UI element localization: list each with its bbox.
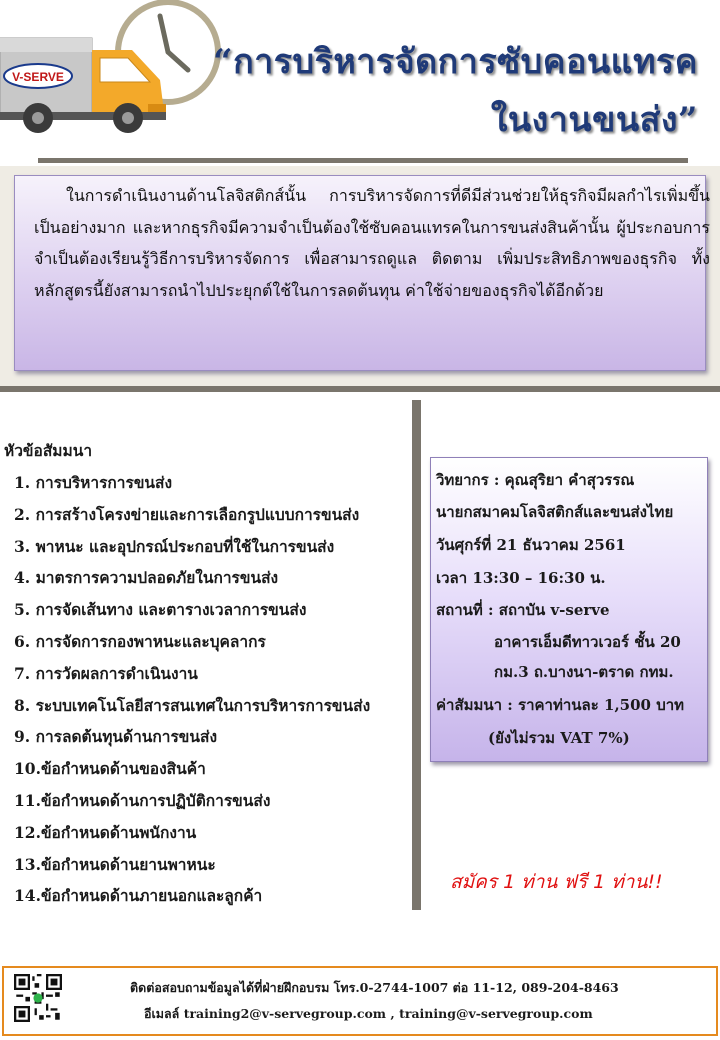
section-divider <box>0 386 720 392</box>
topic-item: 4. มาตรการความปลอดภัยในการขนส่ง <box>14 568 279 588</box>
topic-item: 13.ข้อกำหนดด้านยานพาหนะ <box>14 854 216 874</box>
venue-building: อาคารเอ็มดีทาวเวอร์ ชั้น 20 <box>494 633 681 651</box>
topic-item: 9. การลดต้นทุนด้านการขนส่ง <box>14 727 218 747</box>
topic-item: 10.ข้อกำหนดด้านของสินค้า <box>14 759 206 779</box>
topic-item: 1. การบริหารการขนส่ง <box>14 473 173 492</box>
truck-icon <box>0 0 230 140</box>
promo-text: สมัคร 1 ท่าน ฟรี 1 ท่าน!! <box>450 871 663 893</box>
page-title-line-1: “การบริหารจัดการซับคอนแทรค <box>213 42 698 82</box>
topic-item: 11.ข้อกำหนดด้านการปฏิบัติการขนส่ง <box>14 790 271 810</box>
vertical-divider <box>412 400 421 910</box>
topic-item: 14.ข้อกำหนดด้านภายนอกและลูกค้า <box>14 886 263 906</box>
header-divider <box>38 158 688 163</box>
topic-item: 6. การจัดการกองพาหนะและบุคลากร <box>14 631 266 651</box>
speaker-position: นายกสมาคมโลจิสติกส์และขนส่งไทย <box>436 503 674 521</box>
speaker-text: วิทยากร : คุณสุริยา คำสุวรรณ <box>436 471 635 489</box>
fee-text: ค่าสัมมนา : ราคาท่านละ 1,500 บาท <box>436 696 685 714</box>
topic-item: 8. ระบบเทคโนโลยีสารสนเทศในการบริหารการขนส่ง <box>14 695 371 715</box>
topics-list <box>14 470 370 915</box>
footer-box <box>2 966 718 1036</box>
event-time: เวลา 13:30 – 16:30 น. <box>436 569 606 587</box>
topics-heading: หัวข้อสัมมนา <box>4 441 93 460</box>
topic-item: 7. การวัดผลการดำเนินงาน <box>14 663 198 683</box>
venue-address: กม.3 ถ.บางนา-ตราด กทม. <box>494 663 674 681</box>
intro-paragraph: ในการดำเนินงานด้านโลจิสติกส์นั้น การบริหารจัดการที่ดีมีส่วนช่วยให้ธุรกิจมีผลกำไรเพิ่มขึ้นเป็นอย่างมาก และหากธุรกิจมีความจำเป็นต้องใช้ซับคอนแทรคในการขนส่งสินค้านั้น ผู้ประกอบการจำเป็นต้องเรียนรู้วิธีการบริหารจัดการ เพื่อสามารถดูแล ติดตาม เพิ่มประสิทธิภาพของธุรกิจ ทั้งหลักสูตรนี้ยังสามารถนำไปประยุกต์ใช้ในการลดต้นทุน ค่าใช้จ่ายของธุรกิจได้อีกด้วย <box>34 186 710 300</box>
topic-item: 12.ข้อกำหนดด้านพนักงาน <box>14 822 197 842</box>
fee-note: (ยังไม่รวม VAT 7%) <box>488 729 630 747</box>
page-title-line-2: ในงานขนส่ง” <box>490 100 698 140</box>
topic-item: 3. พาหนะ และอุปกรณ์ประกอบที่ใช้ในการขนส่ง <box>14 536 335 556</box>
logo-text: V-SERVE <box>12 70 64 84</box>
venue-label: สถานที่ : สถาบัน v-serve <box>436 601 610 619</box>
topic-item: 5. การจัดเส้นทาง และตารางเวลาการขนส่ง <box>14 600 307 620</box>
footer-contact-email[interactable]: อีเมลล์ training2@v-servegroup.com , training@v-servegroup.com <box>144 1006 593 1021</box>
event-date: วันศุกร์ที่ 21 ธันวาคม 2561 <box>436 536 626 554</box>
qr-code-icon <box>14 974 62 1022</box>
footer-contact-phone: ติดต่อสอบถามข้อมูลได้ที่ฝ่ายฝึกอบรม โทร.0-2744-1007 ต่อ 11-12, 089-204-8463 <box>130 980 619 995</box>
topic-item: 2. การสร้างโครงข่ายและการเลือกรูปแบบการขนส่ง <box>14 504 360 524</box>
